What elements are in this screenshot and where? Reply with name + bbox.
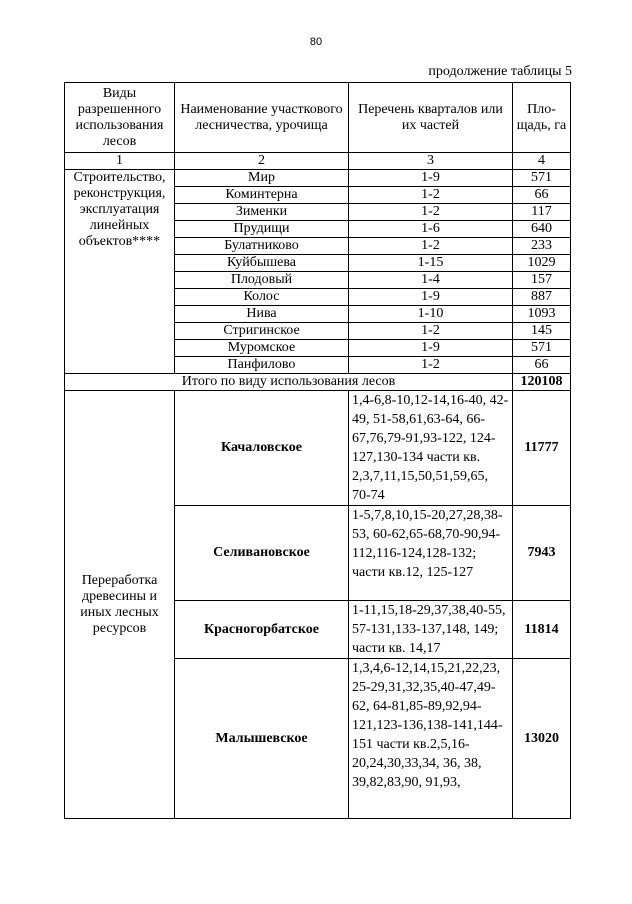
forestry-name: Малышевское	[175, 659, 349, 819]
forestry-name: Красногорбатское	[175, 601, 349, 659]
quarters: 1-9	[349, 170, 513, 187]
area: 7943	[513, 506, 571, 601]
quarters: 1,4-6,8-10,12-14,16-40, 42-49, 51-58,61,63-64, 66-67,76,79-91,93-122, 124-127,130-134 части кв. 2,3,7,11,15,50,51,59,65, 70-74	[349, 391, 513, 506]
forestry-name: Панфилово	[175, 357, 349, 374]
header-forestry-name: Наименование участкового лесничества, урочища	[175, 83, 349, 153]
forestry-name: Качаловское	[175, 391, 349, 506]
quarters: 1-2	[349, 187, 513, 204]
forestry-name: Колос	[175, 289, 349, 306]
quarters: 1,3,4,6-12,14,15,21,22,23, 25-29,31,32,35,40-47,49-62, 64-81,85-89,92,94-121,123-136,138-141,144-151 части кв.2,5,16-20,24,30,33,34, 36, 38, 39,82,83,90, 91,93,	[349, 659, 513, 819]
table-row	[65, 170, 571, 187]
area: 1029	[513, 255, 571, 272]
forestry-name: Куйбышева	[175, 255, 349, 272]
area: 11814	[513, 601, 571, 659]
area: 117	[513, 204, 571, 221]
forestry-name: Селивановское	[175, 506, 349, 601]
use-type-cell: Строительство, реконструкция, эксплуатация линейных объектов****	[65, 170, 175, 374]
area: 145	[513, 323, 571, 340]
table-continuation-label: продолжение таблицы 5	[428, 64, 572, 79]
quarters: 1-11,15,18-29,37,38,40-55, 57-131,133-137,148, 149; части кв. 14,17	[349, 601, 513, 659]
column-number: 2	[175, 153, 349, 170]
quarters: 1-10	[349, 306, 513, 323]
page-number: 80	[309, 36, 323, 48]
area: 887	[513, 289, 571, 306]
area: 640	[513, 221, 571, 238]
forestry-name: Прудищи	[175, 221, 349, 238]
area: 571	[513, 340, 571, 357]
area: 1093	[513, 306, 571, 323]
forestry-name: Мир	[175, 170, 349, 187]
quarters: 1-15	[349, 255, 513, 272]
area: 157	[513, 272, 571, 289]
total-row	[65, 374, 571, 391]
quarters: 1-6	[349, 221, 513, 238]
use-type-cell: Переработка древесины и иных лесных ресурсов	[65, 391, 175, 819]
quarters: 1-2	[349, 357, 513, 374]
forestry-name: Плодовый	[175, 272, 349, 289]
total-label: Итого по виду использования лесов	[65, 374, 513, 391]
column-number: 4	[513, 153, 571, 170]
quarters: 1-9	[349, 340, 513, 357]
quarters: 1-5,7,8,10,15-20,27,28,38-53, 60-62,65-68,70-90,94-112,116-124,128-132; части кв.12, 125-127	[349, 506, 513, 601]
total-value: 120108	[513, 374, 571, 391]
area: 66	[513, 357, 571, 374]
quarters: 1-4	[349, 272, 513, 289]
header-use-type: Виды разрешенного использования лесов	[65, 83, 175, 153]
column-number: 3	[349, 153, 513, 170]
forestry-name: Коминтерна	[175, 187, 349, 204]
header-quarters: Перечень кварталов или их частей	[349, 83, 513, 153]
header-area: Пло-щадь, га	[513, 83, 571, 153]
forest-use-table	[64, 82, 571, 819]
forestry-name: Нива	[175, 306, 349, 323]
quarters: 1-2	[349, 238, 513, 255]
forestry-name: Булатниково	[175, 238, 349, 255]
area: 13020	[513, 659, 571, 819]
area: 233	[513, 238, 571, 255]
forestry-name: Стригинское	[175, 323, 349, 340]
area: 11777	[513, 391, 571, 506]
forestry-name: Муромское	[175, 340, 349, 357]
quarters: 1-2	[349, 204, 513, 221]
column-number-row	[65, 153, 571, 170]
quarters: 1-2	[349, 323, 513, 340]
area: 66	[513, 187, 571, 204]
quarters: 1-9	[349, 289, 513, 306]
header-row	[65, 83, 571, 153]
column-number: 1	[65, 153, 175, 170]
table-row	[65, 391, 571, 506]
area: 571	[513, 170, 571, 187]
forestry-name: Зименки	[175, 204, 349, 221]
